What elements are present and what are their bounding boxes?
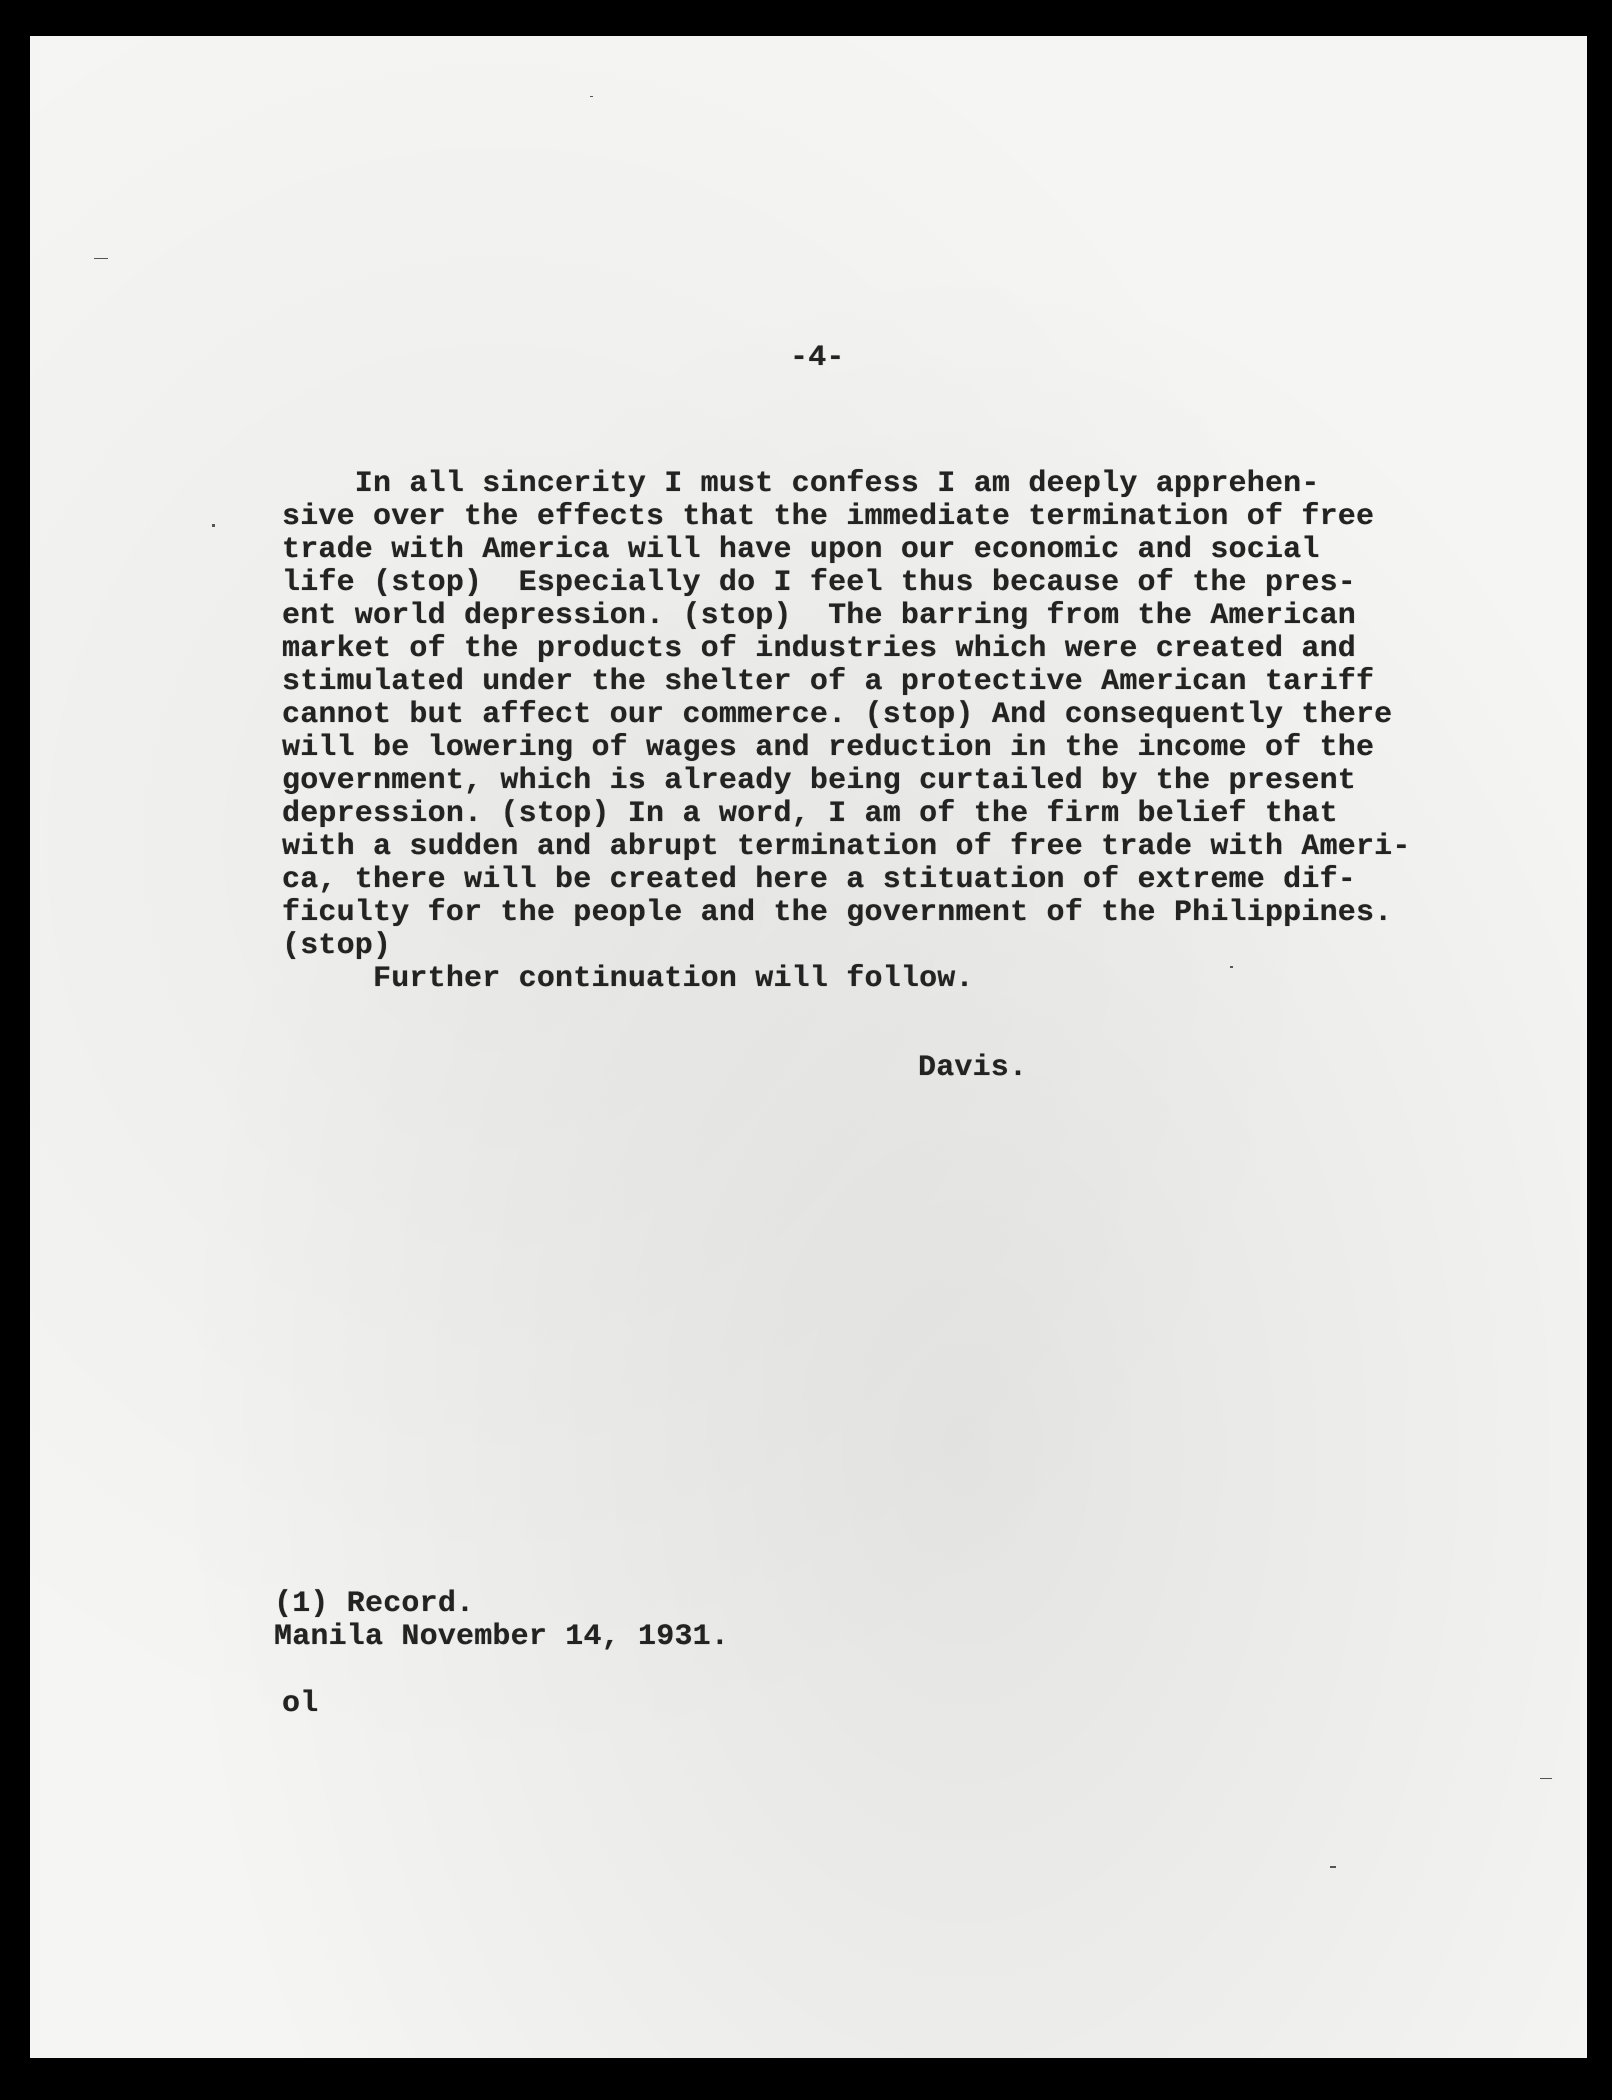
body-line: In all sincerity I must confess I am deeply apprehen- <box>282 467 1320 501</box>
typist-initials: ol <box>282 1687 319 1721</box>
scan-speck <box>1330 1866 1336 1868</box>
scan-speck <box>94 258 108 259</box>
letter-body <box>282 468 1522 1038</box>
body-line: Further continuation will follow. <box>282 962 974 996</box>
footer-line: Manila November 14, 1931. <box>274 1620 730 1654</box>
scan-speck <box>590 96 593 97</box>
body-line: market of the products of industries which were created and <box>282 632 1356 666</box>
scan-speck <box>1540 1778 1552 1779</box>
body-line: ca, there will be created here a stituation of extreme dif- <box>282 863 1356 897</box>
body-line: ent world depression. (stop) The barring from the American <box>282 599 1356 633</box>
footer-line: (1) Record. <box>274 1587 475 1621</box>
body-line: depression. (stop) In a word, I am of the firm belief that <box>282 797 1338 831</box>
body-line: trade with America will have upon our economic and social <box>282 533 1320 567</box>
body-line: (stop) <box>282 929 392 963</box>
body-line: life (stop) Especially do I feel thus because of the pres- <box>282 566 1356 600</box>
footer-notes <box>274 1588 874 1788</box>
page-number: -4- <box>790 341 845 375</box>
scan-speck <box>212 524 215 527</box>
scan-speck <box>1230 966 1233 968</box>
body-line: will be lowering of wages and reduction in the income of the <box>282 731 1375 765</box>
body-line: government, which is already being curtailed by the present <box>282 764 1356 798</box>
body-line: ficulty for the people and the government of the Philippines. <box>282 896 1393 930</box>
body-line: with a sudden and abrupt termination of free trade with Ameri- <box>282 830 1411 864</box>
body-line: cannot but affect our commerce. (stop) And consequently there <box>282 698 1393 732</box>
signature: Davis. <box>918 1051 1028 1085</box>
document-page <box>30 36 1587 2058</box>
body-line: stimulated under the shelter of a protective American tariff <box>282 665 1375 699</box>
body-line: sive over the effects that the immediate termination of free <box>282 500 1375 534</box>
